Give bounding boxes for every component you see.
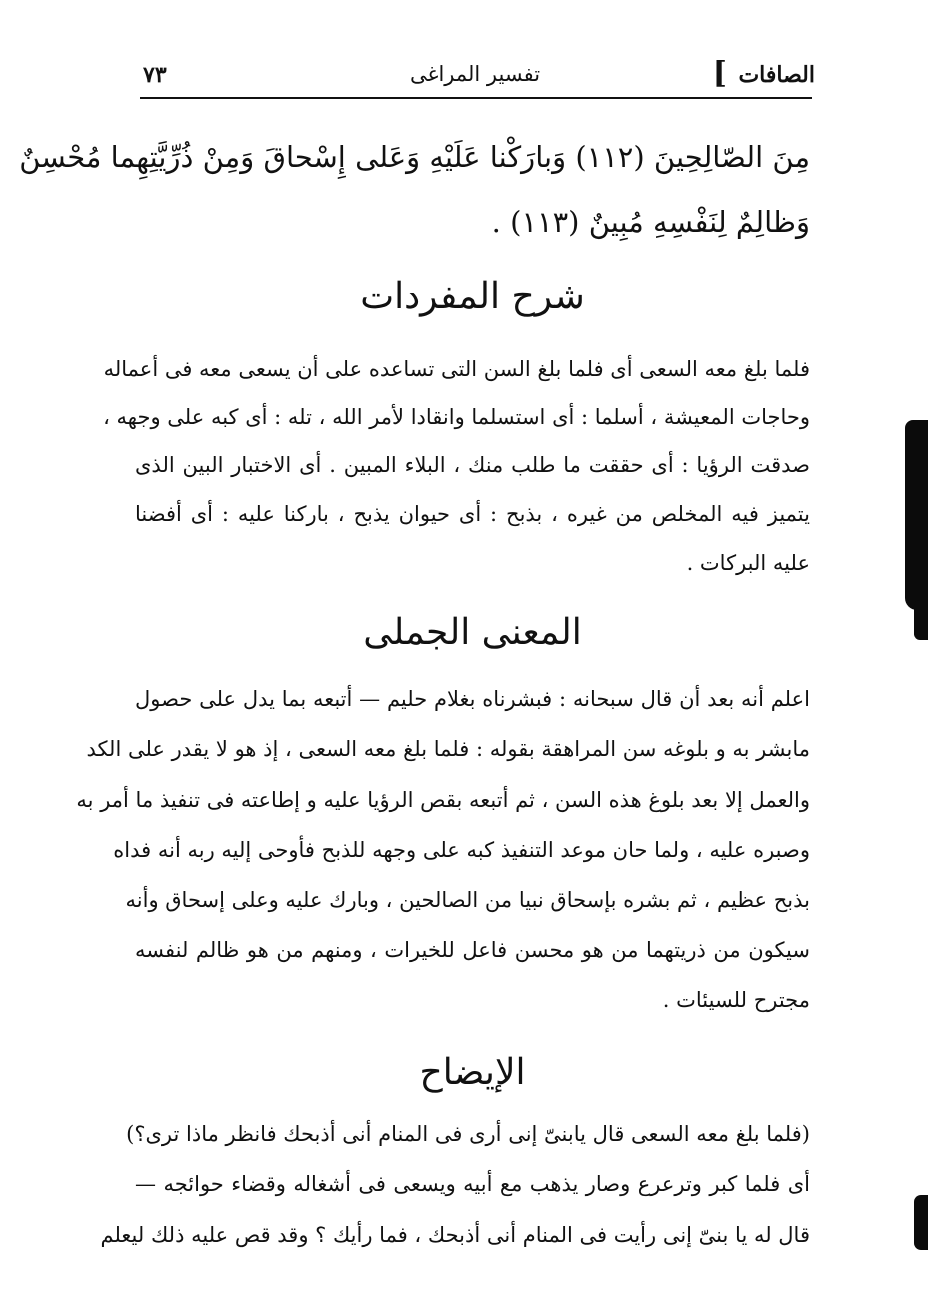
paragraph-line: يتميز فيه المخلص من غيره ، بذبح : أى حيوان يذبح ، باركنا عليه : أى أفضنا (135, 502, 810, 526)
section-heading-general-meaning: المعنى الجملى (363, 612, 582, 653)
verse-line: مِنَ الصّالِحِينَ (١١٢) وَبارَكْنا عَلَيْهِ وَعَلى إِسْحاقَ وَمِنْ ذُرِّيَّتِهِما مُحْسِنٌ (19, 140, 810, 174)
header-bracket: ] (712, 56, 727, 91)
paragraph-line: اعلم أنه بعد أن قال سبحانه : فبشرناه بغلام حليم — أتبعه بما يدل على حصول (135, 687, 810, 711)
paragraph-line: بذبح عظيم ، ثم بشره بإسحاق نبيا من الصالحين ، وبارك عليه وعلى إسحاق وأنه (125, 888, 810, 912)
verse-line: وَظالِمٌ لِنَفْسِهِ مُبِينٌ (١١٣) . (491, 205, 810, 239)
paragraph-line: قال له يا بنىّ إنى رأيت فى المنام أنى أذبحك ، فما رأيك ؟ وقد قص عليه ذلك ليعلم (100, 1223, 810, 1247)
paragraph-line: صدقت الرؤيا : أى حققت ما طلب منك ، البلاء المبين . أى الاختبار البين الذى (135, 453, 810, 477)
paragraph-line: (فلما بلغ معه السعى قال يابنىّ إنى أرى فى المنام أنى أذبحك فانظر ماذا ترى؟) (126, 1122, 810, 1146)
torn-edge-mark (914, 600, 928, 640)
header-rule (140, 97, 812, 99)
page-header (135, 58, 815, 96)
torn-edge-mark (905, 420, 928, 610)
book-title: تفسير المراغى (409, 62, 541, 86)
paragraph-line: مجترح للسيئات . (662, 988, 810, 1012)
paragraph-line: وحاجات المعيشة ، أسلما : أى استسلما وانقادا لأمر الله ، تله : أى كبه على وجهه ، (103, 405, 810, 429)
paragraph-line: وصبره عليه ، ولما حان موعد التنفيذ كبه على وجهه للذبح فأوحى إليه ربه أنه فداه (113, 838, 810, 862)
paragraph-line: عليه البركات . (686, 551, 810, 575)
paragraph-line: أى فلما كبر وترعرع وصار يذهب مع أبيه ويسعى فى أشغاله وقضاء حوائجه — (135, 1172, 810, 1196)
paragraph-line: سيكون من ذريتهما من هو محسن فاعل للخيرات ، ومنهم من هو ظالم لنفسه (135, 938, 810, 962)
torn-edge-mark (914, 1195, 928, 1250)
paragraph-line: والعمل إلا بعد بلوغ هذه السن ، ثم أتبعه بقص الرؤيا عليه و إطاعته فى تنفيذ ما أمر به (76, 788, 810, 812)
sura-name: الصافات (738, 62, 815, 88)
paragraph-line: مابشر به و بلوغه سن المراهقة بقوله : فلما بلغ معه السعى ، إذ هو لا يقدر على الكد (86, 737, 810, 761)
section-heading-vocabulary: شرح المفردات (360, 276, 585, 317)
paragraph-line: فلما بلغ معه السعى أى فلما بلغ السن التى تساعده على أن يسعى معه فى أعماله (103, 357, 810, 381)
section-heading-explanation: الإيضاح (419, 1052, 526, 1093)
page-number: ٧٣ (143, 62, 167, 88)
